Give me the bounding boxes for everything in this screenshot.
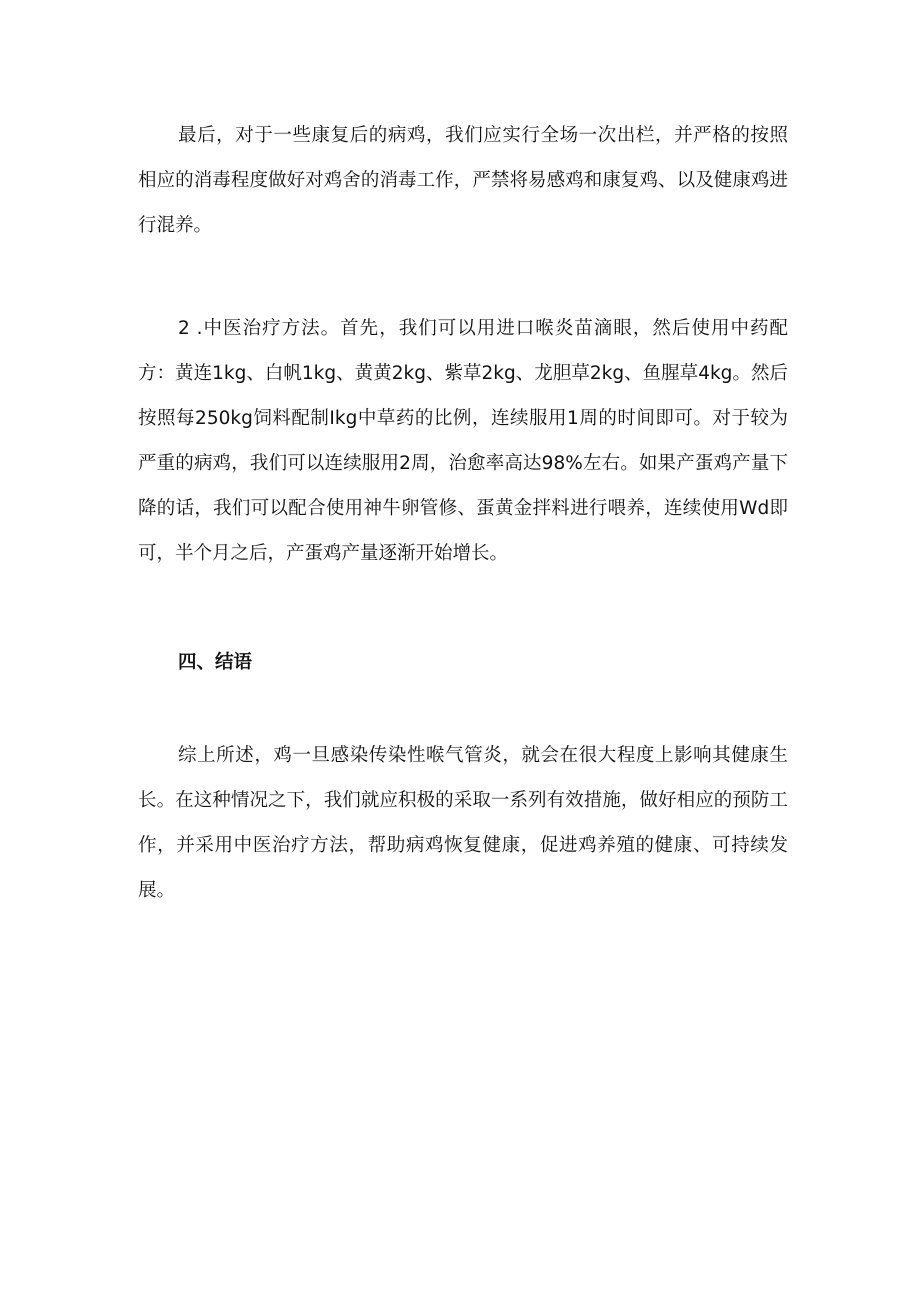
- section-heading-conclusion: 四、结语: [178, 652, 253, 673]
- paragraph-conclusion: 综上所述，鸡一旦感染传染性喉气管炎，就会在很大程度上影响其健康生长。在这种情况之下，我们就应积极的采取一系列有效措施，做好相应的预防工作，并采用中医治疗方法，帮助病鸡恢复健康，促进鸡养殖的健康、可持续发展。: [138, 745, 788, 901]
- paragraph-tcm-treatment: 2 .中医治疗方法。首先，我们可以用进口喉炎苗滴眼，然后使用中药配方：黄连1kg、白帆1kg、黄黄2kg、紫草2kg、龙胆草2kg、鱼腥草4kg。然后按照每250kg饲料配制Ikg中草药的比例，连续服用1周的时间即可。对于较为严重的病鸡，我们可以连续服用2周，治愈率高达98%左右。如果产蛋鸡产量下降的话，我们可以配合使用神牛卵管修、蛋黄金拌料进行喂养，连续使用Wd即可，半个月之后，产蛋鸡产量逐渐开始增长。: [138, 318, 788, 564]
- paragraph-final-measures: 最后，对于一些康复后的病鸡，我们应实行全场一次出栏，并严格的按照相应的消毒程度做好对鸡舍的消毒工作，严禁将易感鸡和康复鸡、以及健康鸡进行混养。: [138, 125, 788, 236]
